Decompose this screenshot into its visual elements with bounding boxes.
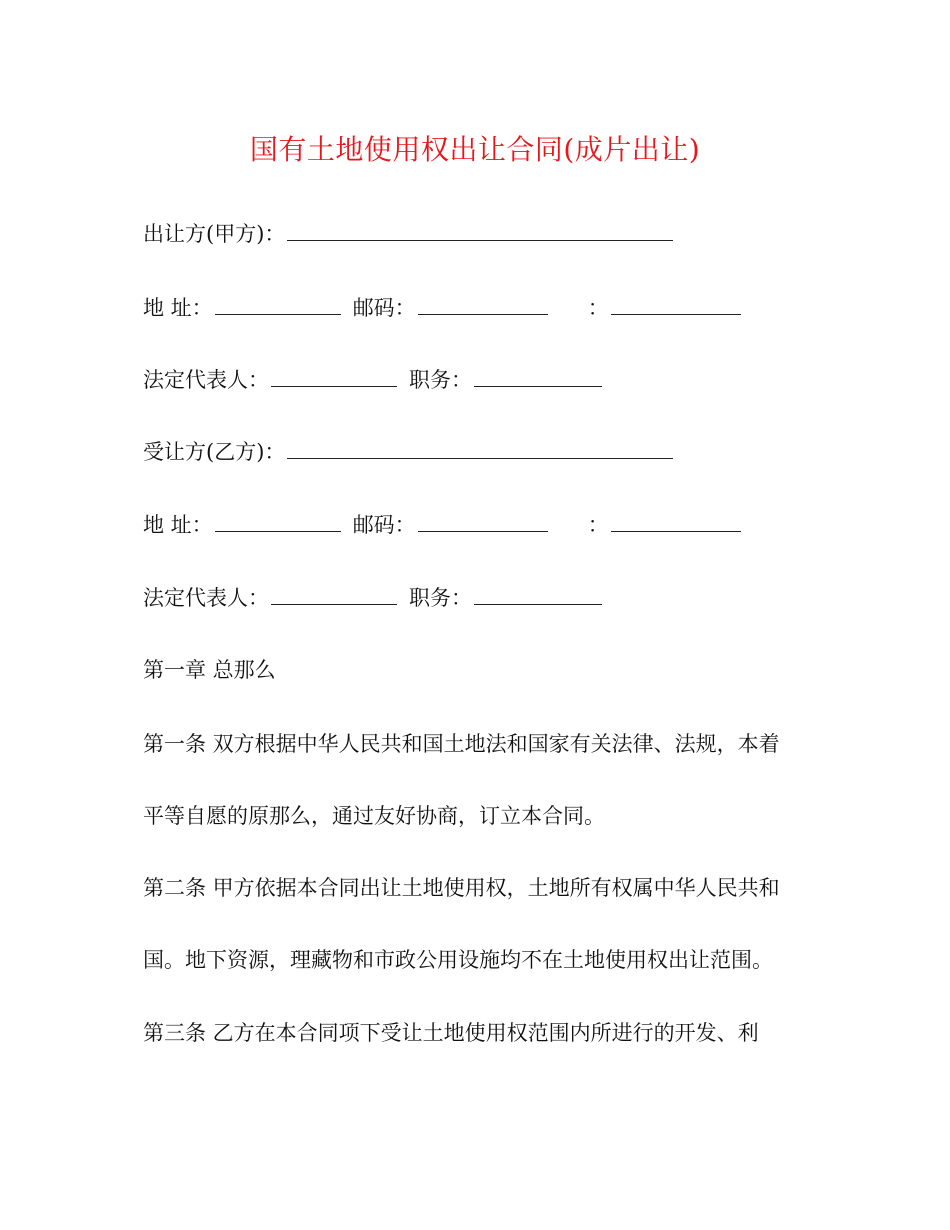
transferor-label: 出让方(甲方)：	[143, 222, 286, 246]
transferor-address-label: 地 址：	[143, 296, 213, 320]
transferor-address-blank[interactable]	[215, 294, 341, 315]
article-1-line-2: 平等自愿的原那么，通过友好协商，订立本合同。	[143, 804, 605, 828]
transferee-legal-rep-blank[interactable]	[271, 584, 397, 605]
chapter-heading: 第一章 总那么	[143, 658, 276, 682]
transferor-rep-line	[143, 365, 604, 395]
transferee-label: 受让方(乙方)：	[143, 440, 286, 464]
article-1-line-1: 第一条 双方根据中华人民共和国土地法和国家有关法律、法规，本着	[143, 732, 780, 756]
transferor-name-blank[interactable]	[287, 220, 673, 241]
transferor-address-line	[143, 293, 743, 323]
transferor-line	[143, 219, 675, 249]
transferee-phone-blank[interactable]	[611, 511, 741, 532]
article-3-line-1: 第三条 乙方在本合同项下受让土地使用权范围内所进行的开发、利	[143, 1021, 759, 1045]
transferee-postcode-blank[interactable]	[418, 511, 548, 532]
transferor-phone-blank[interactable]	[611, 294, 741, 315]
transferor-phone-label: ：	[587, 296, 609, 320]
article-2-line-2: 国。地下资源，理藏物和市政公用设施均不在土地使用权出让范围。	[143, 948, 773, 972]
transferee-address-line	[143, 510, 743, 540]
transferor-legal-rep-label: 法定代表人：	[143, 368, 269, 392]
transferor-legal-rep-blank[interactable]	[271, 366, 397, 387]
transferor-position-label: 职务：	[409, 368, 472, 392]
transferee-name-blank[interactable]	[287, 438, 673, 459]
transferee-postcode-label: 邮码：	[352, 513, 416, 537]
transferee-position-label: 职务：	[409, 586, 472, 610]
transferor-postcode-blank[interactable]	[418, 294, 548, 315]
transferor-position-blank[interactable]	[474, 366, 602, 387]
transferee-address-blank[interactable]	[215, 511, 341, 532]
transferee-legal-rep-label: 法定代表人：	[143, 586, 269, 610]
article-2-line-1: 第二条 甲方依据本合同出让土地使用权，土地所有权属中华人民共和	[143, 876, 780, 900]
transferee-rep-line	[143, 583, 604, 613]
transferee-address-label: 地 址：	[143, 513, 213, 537]
transferee-phone-label: ：	[587, 513, 609, 537]
document-title: 国有土地使用权出让合同(成片出让)	[249, 133, 701, 166]
transferee-position-blank[interactable]	[474, 584, 602, 605]
transferor-postcode-label: 邮码：	[352, 296, 416, 320]
transferee-line	[143, 437, 675, 467]
